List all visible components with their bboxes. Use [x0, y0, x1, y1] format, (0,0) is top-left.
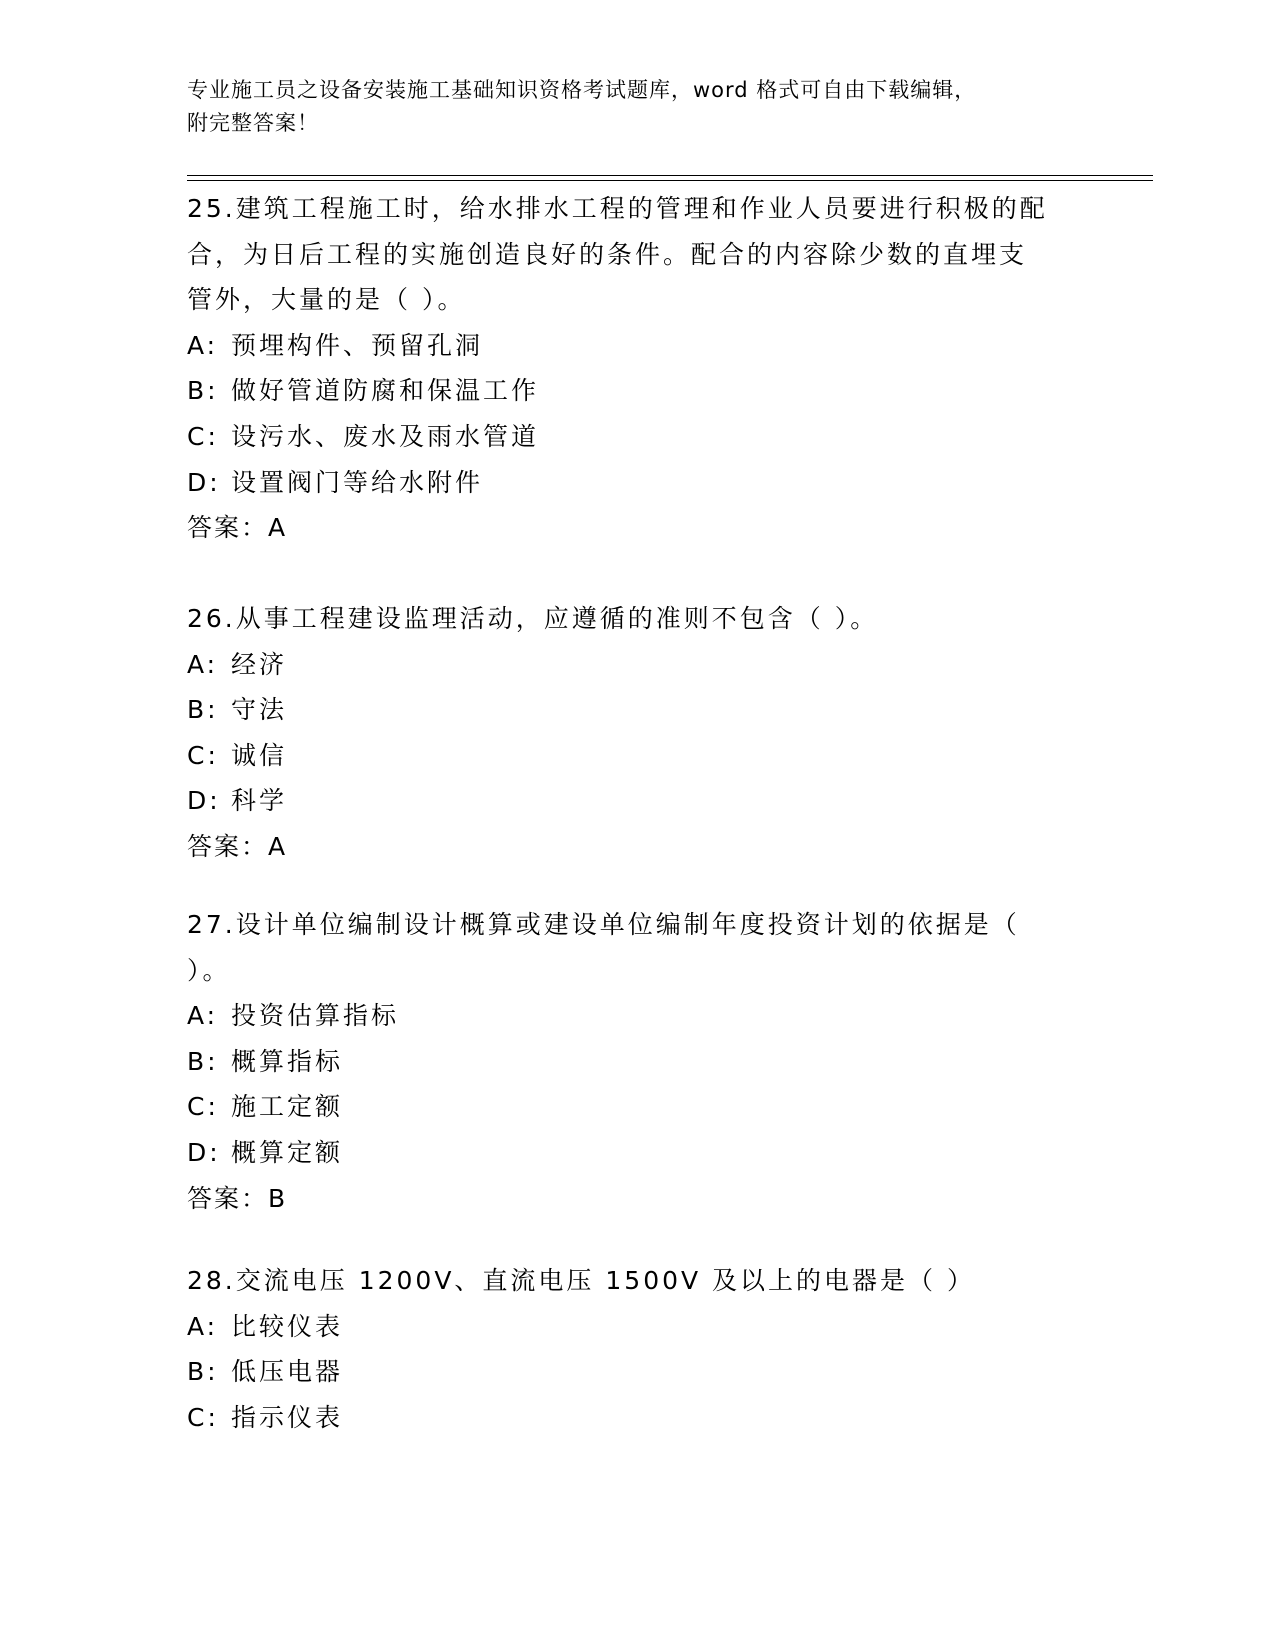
option-c	[187, 1084, 1087, 1130]
question-stem-line: ）。	[187, 955, 231, 985]
question-25	[187, 186, 1087, 551]
question-stem-line: 27.设计单位编制设计概算或建设单位编制年度投资计划的依据是（	[187, 910, 1020, 939]
option-key: C:	[187, 1092, 219, 1122]
option-b	[187, 687, 1087, 733]
option-key: D:	[187, 786, 221, 816]
option-text: 科学	[231, 786, 288, 816]
option-text: 守法	[231, 695, 288, 725]
option-text: 预埋构件、预留孔洞	[231, 330, 484, 360]
option-a	[187, 323, 1087, 369]
option-text: 做好管道防腐和保温工作	[231, 376, 540, 406]
header-line-1: 专业施工员之设备安装施工基础知识资格考试题库，word 格式可自由下载编辑，	[187, 78, 977, 102]
option-key: A:	[187, 649, 219, 679]
option-key: C:	[187, 740, 219, 770]
option-text: 投资估算指标	[231, 1001, 400, 1031]
header-line-2: 附完整答案！	[187, 111, 319, 135]
option-key: A:	[187, 330, 219, 360]
option-text: 设污水、废水及雨水管道	[231, 421, 540, 451]
option-key: D:	[187, 1137, 221, 1167]
option-a	[187, 642, 1087, 688]
option-text: 概算指标	[231, 1046, 344, 1076]
question-stem-line: 管外，大量的是（ ）。	[187, 285, 466, 315]
question-stem-line: 合，为日后工程的实施创造良好的条件。配合的内容除少数的直埋支	[187, 239, 1028, 269]
option-d	[187, 460, 1087, 506]
option-c	[187, 733, 1087, 779]
option-b	[187, 1039, 1087, 1085]
option-c	[187, 414, 1087, 460]
option-b	[187, 368, 1087, 414]
option-text: 设置阀门等给水附件	[231, 467, 484, 497]
question-27	[187, 902, 1087, 1221]
question-stem-line: 26.从事工程建设监理活动，应遵循的准则不包含（ ）。	[187, 604, 879, 633]
question-stem-line: 28.交流电压 1200V、直流电压 1500V 及以上的电器是（ ）	[187, 1266, 975, 1295]
option-key: B:	[187, 376, 219, 406]
option-text: 指示仪表	[231, 1402, 344, 1432]
option-key: A:	[187, 1311, 219, 1341]
option-text: 比较仪表	[231, 1311, 344, 1341]
option-d	[187, 1130, 1087, 1176]
answer-line: 答案：B	[187, 1183, 288, 1213]
option-key: C:	[187, 421, 219, 451]
option-key: A:	[187, 1001, 219, 1031]
document-header	[187, 74, 1087, 140]
header-divider-top	[187, 175, 1153, 176]
option-b	[187, 1349, 1087, 1395]
option-a	[187, 1304, 1087, 1350]
option-key: B:	[187, 1046, 219, 1076]
option-text: 诚信	[231, 740, 288, 770]
option-c	[187, 1395, 1087, 1441]
option-text: 施工定额	[231, 1092, 344, 1122]
answer-line: 答案：A	[187, 831, 288, 861]
option-d	[187, 778, 1087, 824]
option-key: C:	[187, 1402, 219, 1432]
option-text: 经济	[231, 649, 288, 679]
question-stem-line: 25.建筑工程施工时，给水排水工程的管理和作业人员要进行积极的配	[187, 194, 1048, 223]
option-key: B:	[187, 1357, 219, 1387]
answer-line: 答案：A	[187, 513, 288, 543]
option-text: 概算定额	[231, 1137, 344, 1167]
option-text: 低压电器	[231, 1357, 344, 1387]
question-26	[187, 596, 1087, 870]
question-28	[187, 1258, 1087, 1440]
option-key: B:	[187, 695, 219, 725]
option-key: D:	[187, 467, 221, 497]
header-divider-bottom	[187, 180, 1153, 181]
option-a	[187, 993, 1087, 1039]
